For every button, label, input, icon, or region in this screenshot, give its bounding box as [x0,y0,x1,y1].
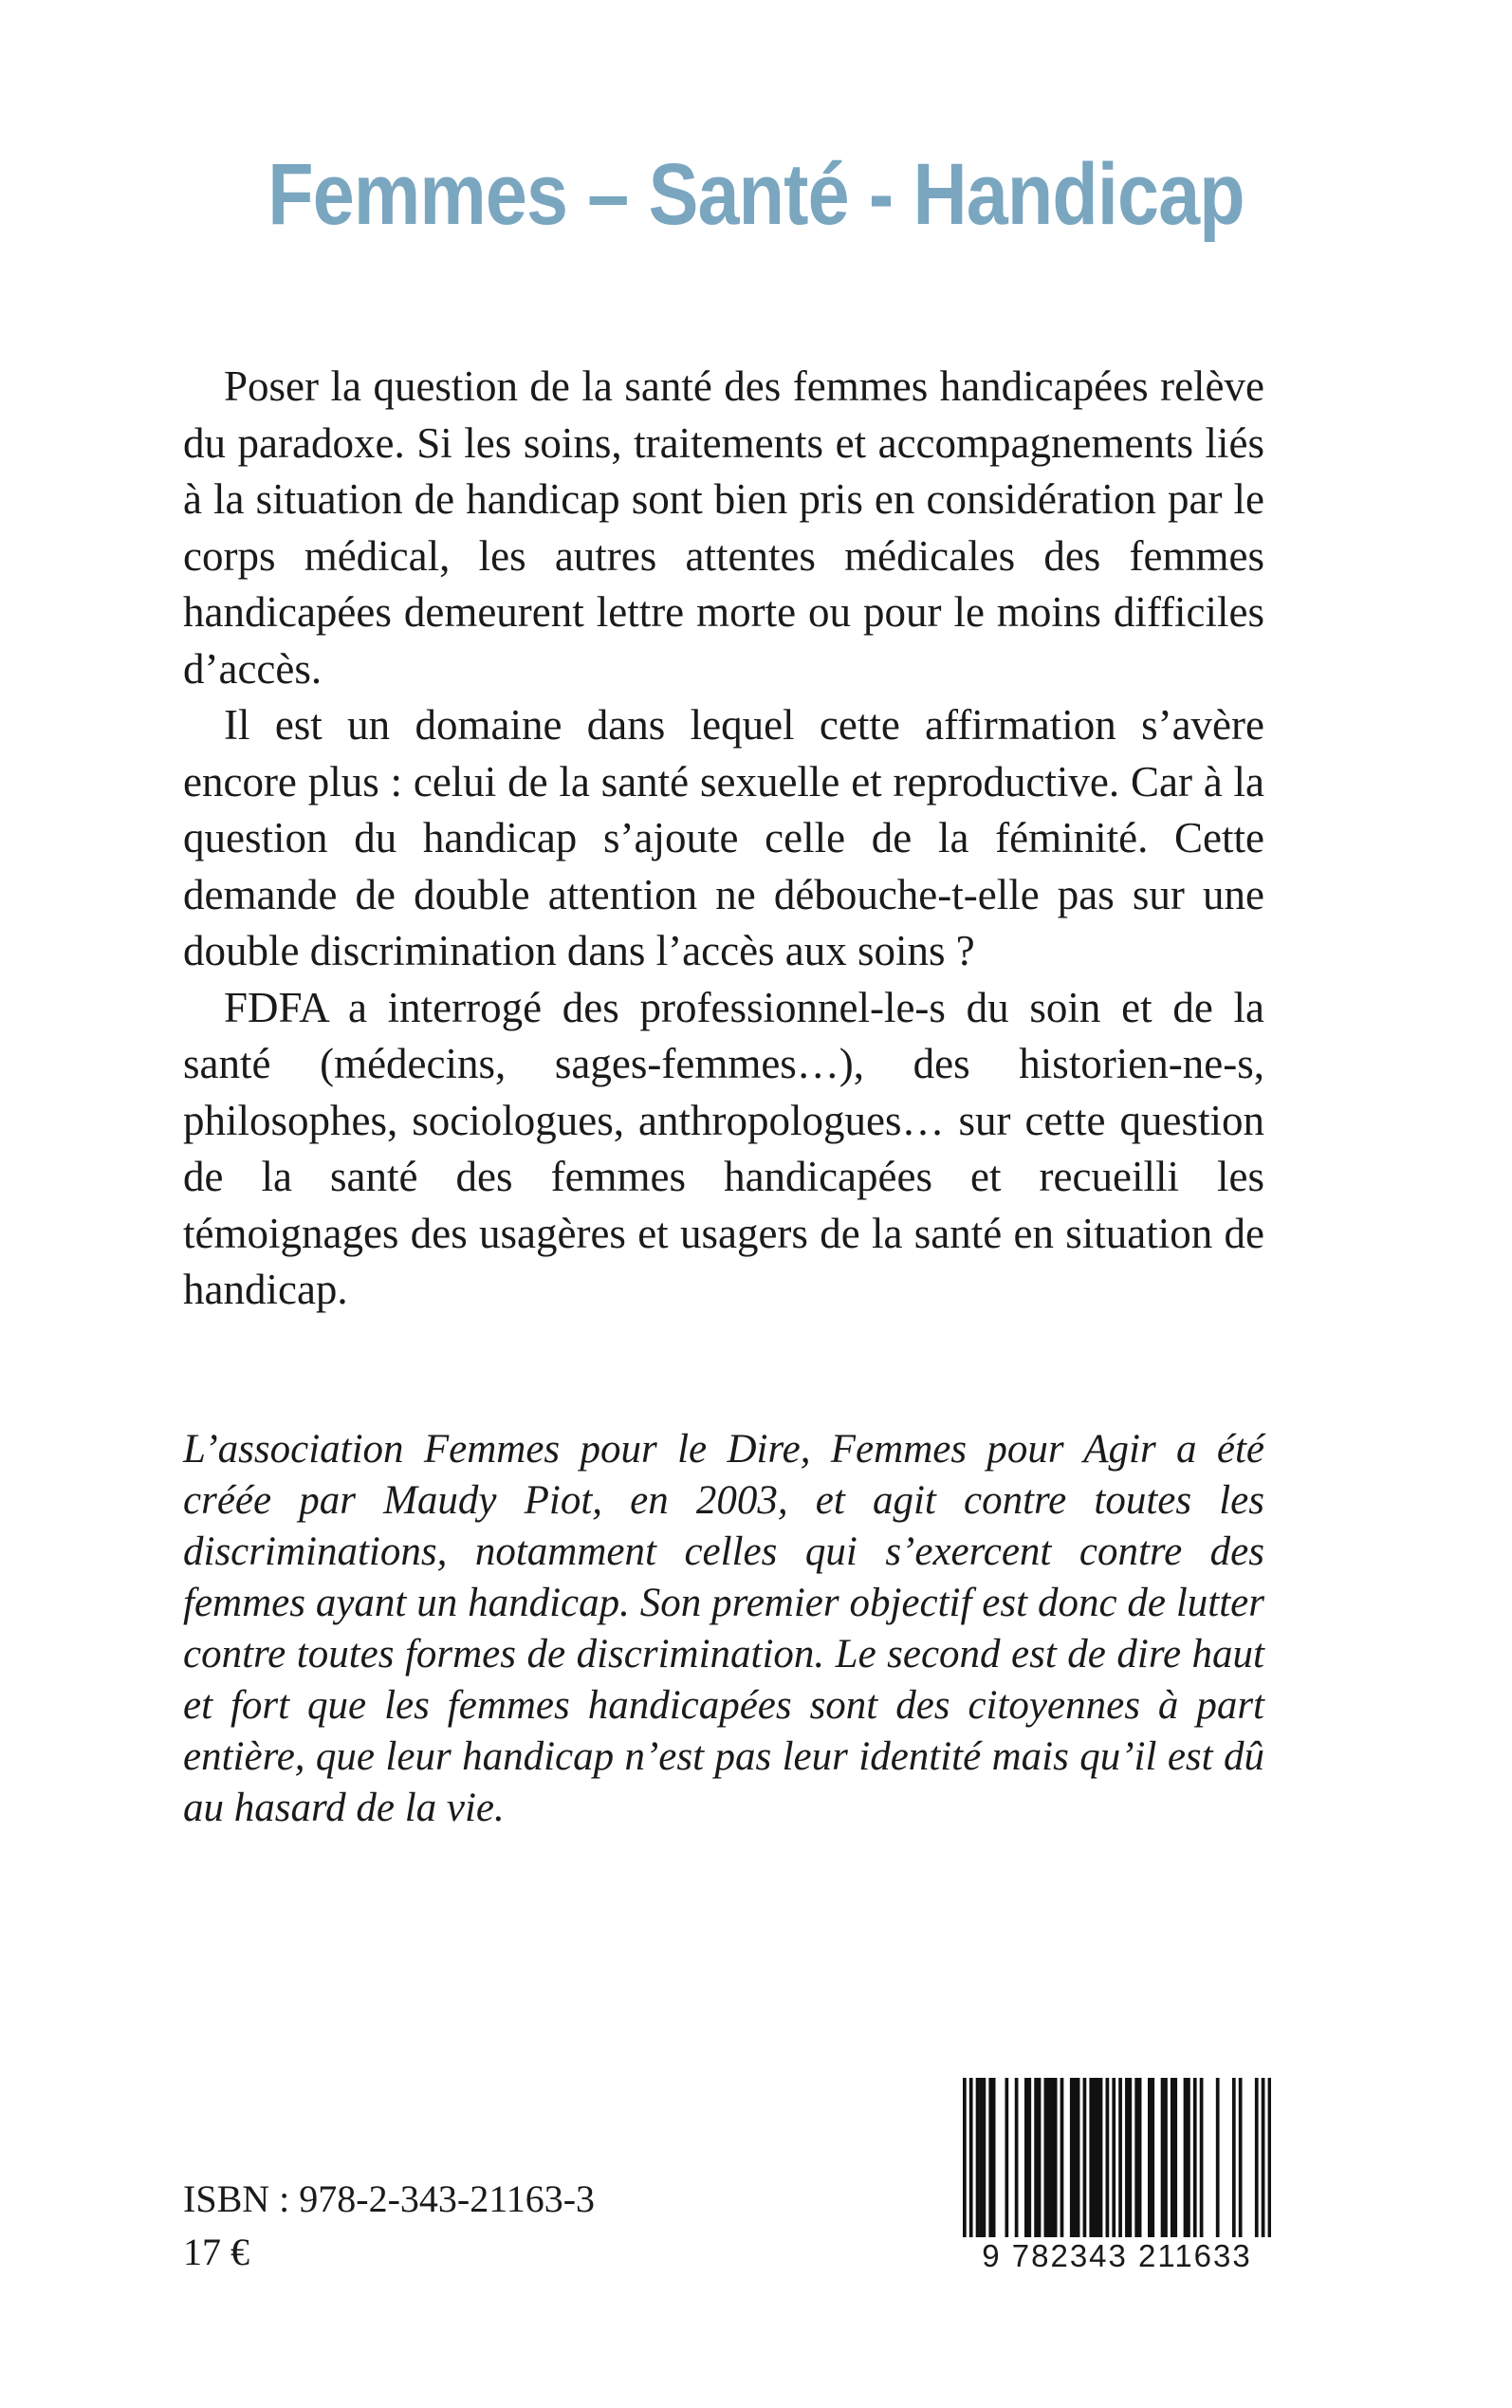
barcode-bar [1005,2078,1008,2239]
barcode-bar [1077,2078,1080,2239]
barcode-bar [983,2078,986,2239]
barcode-bar [1044,2078,1048,2239]
barcode-bar [1047,2078,1051,2239]
barcode-bar [1060,2078,1064,2239]
barcode-bar [988,2078,992,2239]
barcode-bar [979,2078,983,2239]
barcode-bar [969,2078,973,2258]
barcode-bar [1128,2078,1132,2239]
association-description: L’association Femmes pour le Dire, Femmes pour Agir a été créée par Maudy Piot, en 2003, et agit contre toutes les discriminations, notamment celles qui s’exercent contre des femmes ayant un handicap. Son premier objectif est donc de lutter contre toutes formes de discrimination. Le second est de dire haut et fort que les femmes handicapées sont des citoyennes à part entière, que leur handicap n’est pas leur identité mais qu’il est dû au hasard de la vie. [183,1427,1264,1830]
barcode-number: 9 782343 211633 [963,2237,1271,2275]
barcode-bar [1171,2078,1174,2239]
barcode-bar [963,2078,967,2258]
barcode-bar [1099,2078,1103,2239]
barcode-bar [1173,2078,1177,2239]
barcode-bar [1187,2078,1190,2239]
barcode-bar [976,2078,980,2239]
barcode-bar [1083,2078,1087,2239]
barcode-bar [1262,2078,1265,2258]
barcode [963,2078,1271,2277]
summary-paragraph-2: Il est un domaine dans lequel cette affirmation s’avère encore plus : celui de la santé sexuelle et reproductive. Car à la question du handicap s’ajoute celle de la féminité. Cette demande de double attention ne débouche-t-elle pas sur une double discrimination dans l’accès aux soins ? [183,701,1264,974]
barcode-bar [1093,2078,1097,2239]
barcode-bar [1193,2078,1197,2239]
barcode-bar [1138,2078,1142,2239]
barcode-bar [1118,2078,1122,2258]
barcode-bar [1134,2078,1138,2239]
price-label: 17 € [183,2231,249,2273]
barcode-bar [992,2078,996,2239]
barcode-bar [1151,2078,1154,2239]
summary-paragraph-1: Poser la question de la santé des femmes handicapées relève du paradoxe. Si les soins, traitements et accompagnements liés à la situation de handicap sont bien pris en considération par le corps médical, les autres attentes médicales des femmes handicapées demeurent lettre morte ou pour le moins difficiles d’accès. [183,362,1264,693]
barcode-bars-icon [963,2078,1271,2258]
isbn-label: ISBN : 978-2-343-21163-3 [183,2177,596,2220]
summary-paragraph-3: FDFA a interrogé des professionnel-le-s du soin et de la santé (médecins, sages-femmes…), des historien-ne-s, philosophes, sociologues, anthropologues… sur cette question de la santé des femmes handicapées et recueilli les témoignages des usagères et usagers de la santé en situation de handicap. [183,983,1264,1313]
barcode-bar [1232,2078,1236,2239]
barcode-bar [1200,2078,1204,2239]
barcode-bar [1070,2078,1074,2239]
barcode-bar [1015,2078,1019,2239]
barcode-bar [1216,2078,1220,2239]
barcode-bar [1164,2078,1168,2239]
book-title: Femmes – Santé - Handicap [267,146,1245,243]
barcode-bar [1050,2078,1054,2239]
barcode-bar [1054,2078,1058,2239]
barcode-bar [1255,2078,1259,2239]
barcode-bar [1106,2078,1110,2239]
barcode-bar [1038,2078,1042,2239]
barcode-bar [1096,2078,1099,2239]
barcode-bar [1161,2078,1165,2239]
barcode-bar [1239,2078,1243,2239]
barcode-bar [1268,2078,1271,2258]
barcode-bar [1027,2078,1031,2239]
barcode-bar [1184,2078,1188,2239]
barcode-bar [1125,2078,1129,2239]
barcode-bar [1089,2078,1093,2239]
barcode-bar [1148,2078,1152,2239]
barcode-bar [1034,2078,1038,2239]
barcode-bar [1112,2078,1116,2258]
barcode-bar [1073,2078,1077,2239]
back-cover-summary [183,359,1264,1319]
barcode-bar [1024,2078,1028,2239]
